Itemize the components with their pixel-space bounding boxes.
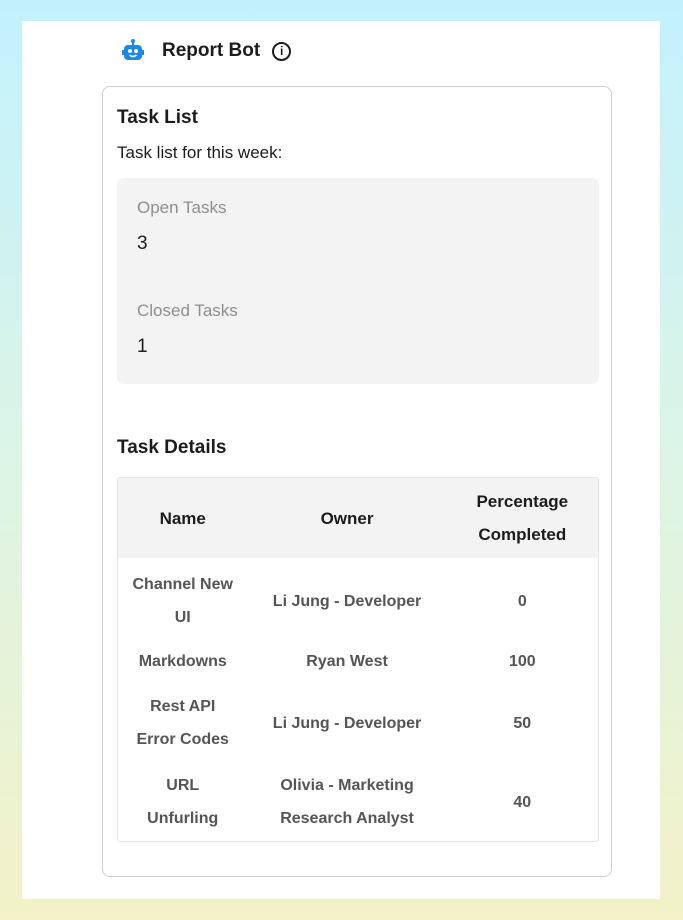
column-header-owner: Owner bbox=[320, 508, 374, 528]
task-percent-cell: 50 bbox=[513, 714, 532, 732]
task-name-cell: URL Unfurling bbox=[147, 777, 219, 827]
open-tasks-value: 3 bbox=[137, 233, 148, 254]
column-header-name: Name bbox=[159, 508, 206, 528]
task-name-cell: Channel New UI bbox=[132, 576, 233, 626]
task-percent-cell: 0 bbox=[517, 592, 527, 610]
task-list-subtitle: Task list for this week: bbox=[117, 143, 283, 162]
task-owner-cell: Li Jung - Developer bbox=[272, 714, 422, 732]
task-owner-cell: Li Jung - Developer bbox=[272, 592, 422, 610]
task-list-title: Task List bbox=[117, 107, 198, 128]
task-owner-cell: Ryan West bbox=[306, 652, 388, 670]
table-row bbox=[118, 558, 598, 639]
task-stats-box bbox=[117, 178, 599, 384]
closed-tasks-value: 1 bbox=[137, 336, 148, 357]
table-row bbox=[118, 763, 598, 841]
info-icon[interactable]: i bbox=[272, 42, 291, 61]
table-row bbox=[118, 639, 598, 683]
column-header-percentage: Percentage Completed bbox=[476, 492, 569, 544]
task-owner-cell: Olivia - Marketing Research Analyst bbox=[280, 777, 414, 827]
task-details-table bbox=[117, 477, 599, 842]
closed-tasks-label: Closed Tasks bbox=[137, 301, 238, 320]
message-panel bbox=[22, 21, 660, 899]
bot-name[interactable]: Report Bot bbox=[162, 40, 261, 61]
open-tasks-label: Open Tasks bbox=[137, 198, 227, 217]
task-percent-cell: 100 bbox=[508, 652, 536, 670]
task-percent-cell: 40 bbox=[513, 793, 532, 811]
task-name-cell: Markdowns bbox=[138, 652, 227, 670]
report-card bbox=[102, 86, 612, 877]
table-row bbox=[118, 683, 598, 763]
bot-header bbox=[122, 35, 291, 67]
table-header bbox=[118, 478, 598, 558]
task-name-cell: Rest API Error Codes bbox=[136, 698, 229, 748]
task-details-title: Task Details bbox=[117, 437, 227, 458]
robot-icon[interactable] bbox=[122, 39, 144, 63]
